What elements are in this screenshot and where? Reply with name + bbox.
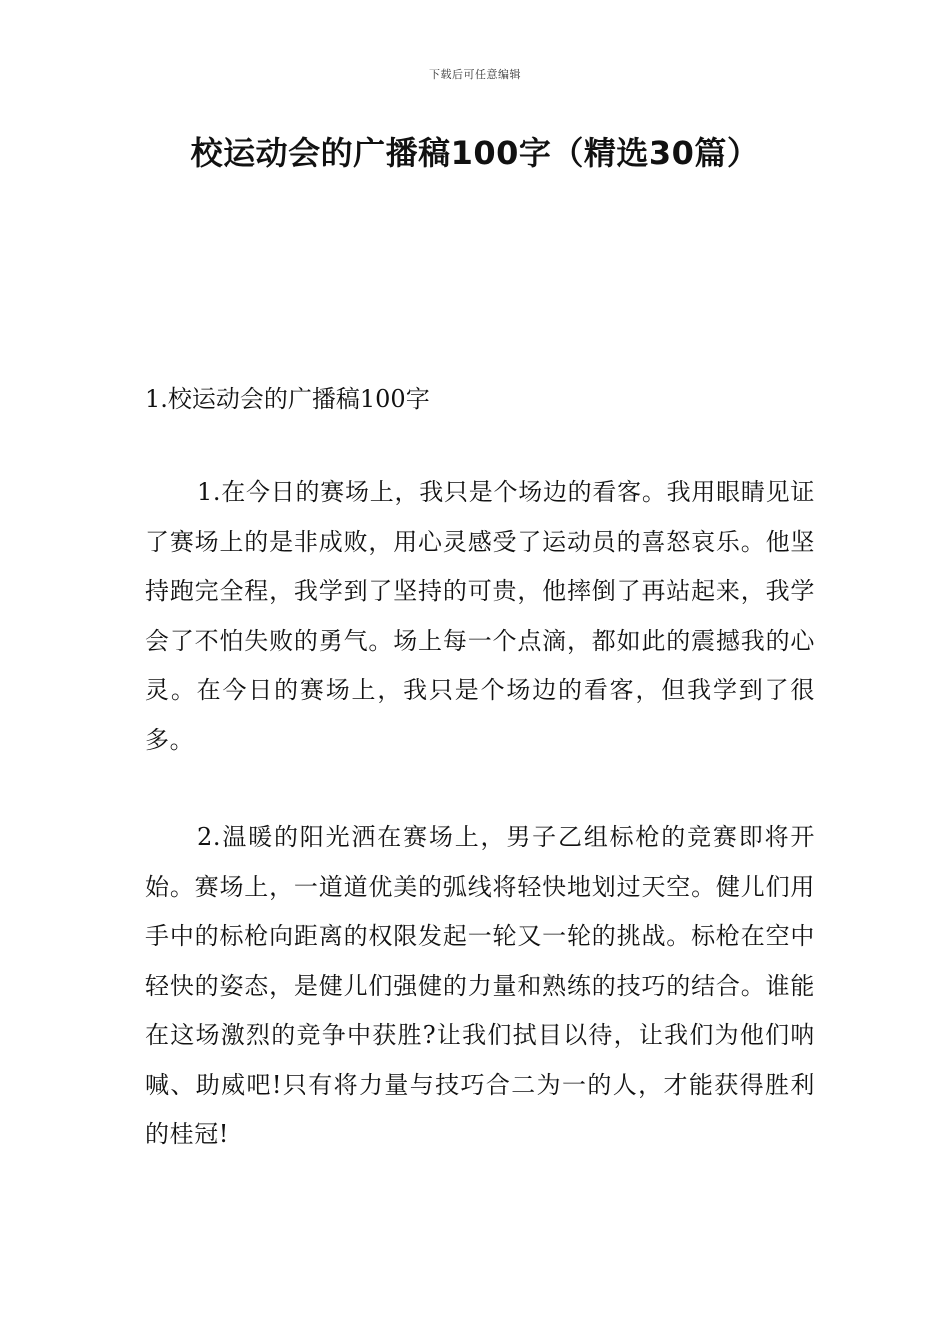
document-body: [145, 378, 815, 1208]
section-heading: 1.校运动会的广播稿100字: [145, 385, 430, 413]
paragraph-1: 1.在今日的赛场上，我只是个场边的看客。我用眼睛见证了赛场上的是非成败，用心灵感受了运动员的喜怒哀乐。他坚持跑完全程，我学到了坚持的可贵，他摔倒了再站起来，我学会了不怕失败的勇气。场上每一个点滴，都如此的震撼我的心灵。在今日的赛场上，我只是个场边的看客，但我学到了很多。: [145, 478, 815, 754]
header-note: 下载后可任意编辑: [429, 68, 521, 81]
paragraph-2: 2.温暖的阳光洒在赛场上，男子乙组标枪的竞赛即将开始。赛场上，一道道优美的弧线将轻快地划过天空。健儿们用手中的标枪向距离的权限发起一轮又一轮的挑战。标枪在空中轻快的姿态，是健儿们强健的力量和熟练的技巧的结合。谁能在这场激烈的竞争中获胜?让我们拭目以待，让我们为他们呐喊、助威吧!只有将力量与技巧合二为一的人，才能获得胜利的桂冠!: [145, 823, 815, 1148]
document-title: 校运动会的广播稿100字（精选30篇）: [190, 134, 760, 172]
